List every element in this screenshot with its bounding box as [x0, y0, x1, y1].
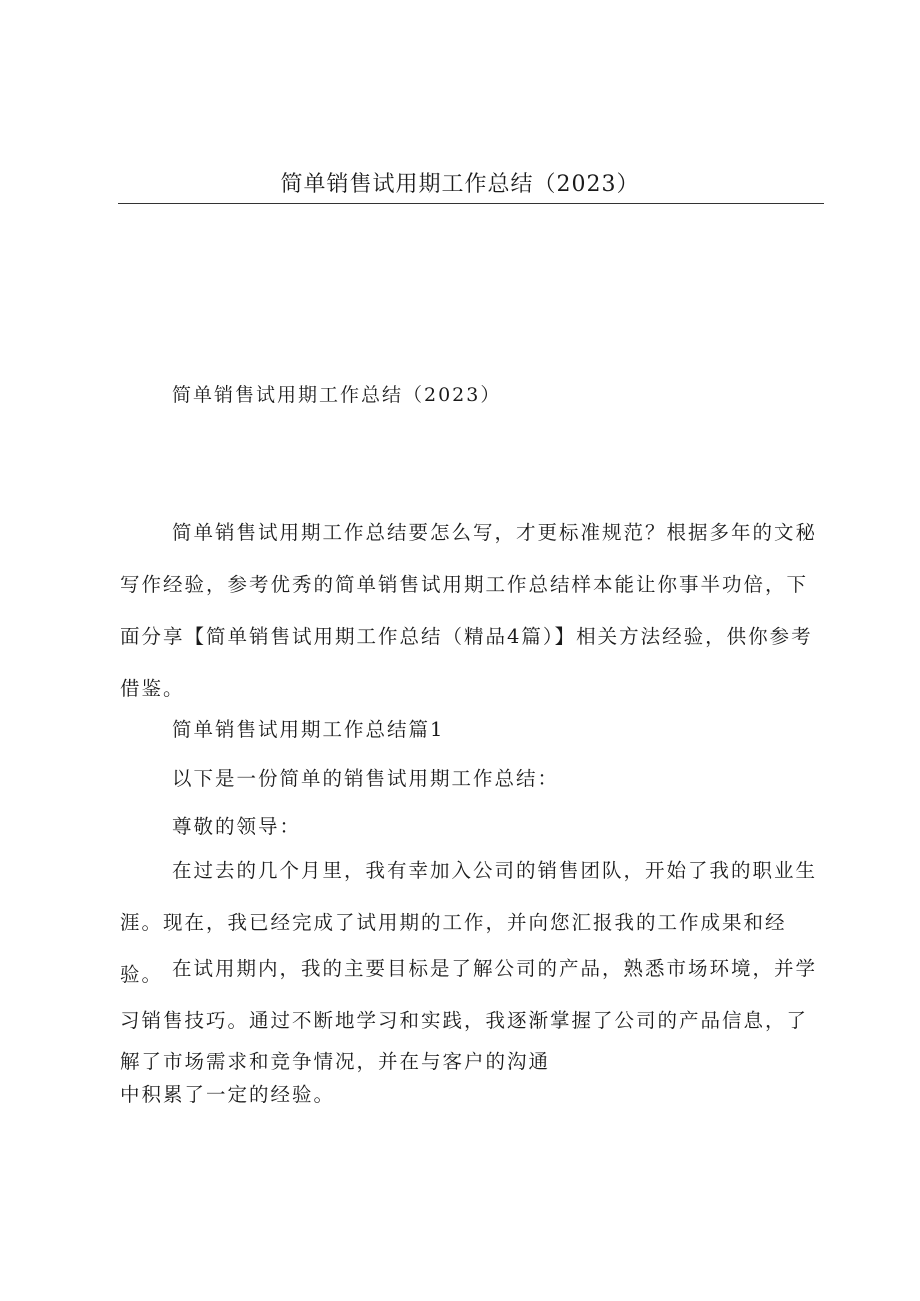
body-paragraph-2: 在试用期内，我的主要目标是了解公司的产品，熟悉市场环境，并学习销售技巧。通过不断地学习和实践，我逐渐掌握了公司的产品信息，了: [120, 957, 818, 1032]
lead-sentence: 以下是一份简单的销售试用期工作总结：: [172, 767, 560, 790]
body-paragraph-2-line-4: 中积累了一定的经验。: [120, 1083, 336, 1106]
section-heading: 简单销售试用期工作总结篇1: [172, 718, 445, 741]
header-divider: [118, 203, 824, 204]
body-paragraph-1: 在过去的几个月里，我有幸加入公司的销售团队，开始了我的职业生涯。现在，我已经完成了试用期的工作，并向您汇报我的工作成果和经验。: [120, 859, 818, 986]
body-paragraph-2-line-3: 解了市场需求和竞争情况，并在与客户的沟通: [120, 1050, 551, 1073]
salutation: 尊敬的领导：: [172, 815, 302, 838]
document-title: 简单销售试用期工作总结（2023）: [172, 384, 502, 406]
header-title: 简单销售试用期工作总结（2023）: [280, 172, 640, 197]
intro-paragraph: 简单销售试用期工作总结要怎么写，才更标准规范？根据多年的文秘写作经验，参考优秀的简单销售试用期工作总结样本能让你事半功倍，下面分享【简单销售试用期工作总结（精品4篇）】相关方法经验，供你参考借鉴。: [120, 521, 818, 700]
